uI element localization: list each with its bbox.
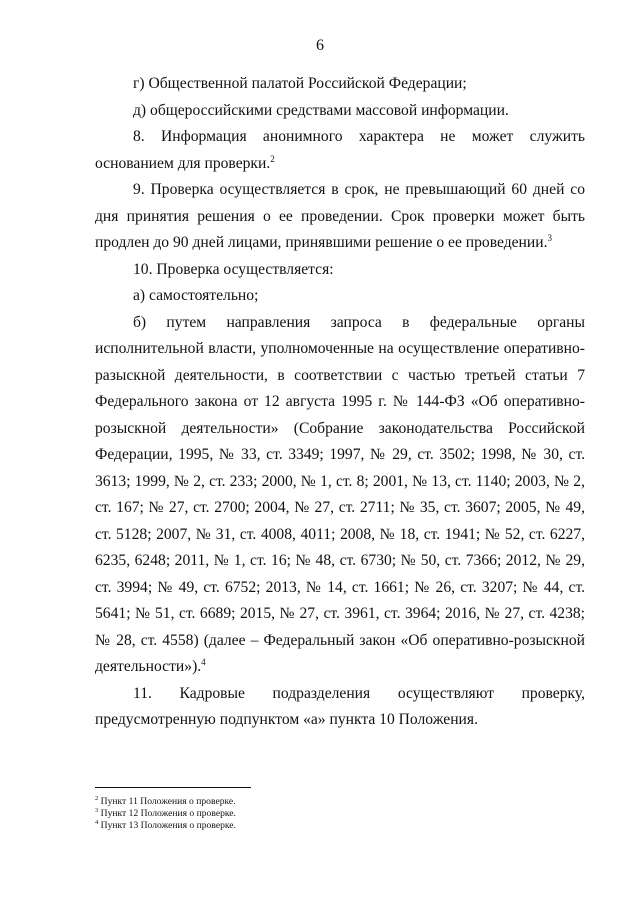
paragraph-10b [95,310,585,681]
footnote-ref-4: 4 [201,656,206,667]
footnotes [95,796,595,832]
footnote-marker: 4 [95,818,99,826]
paragraph-10: 10. Проверка осуществляется: [133,260,334,278]
footnote-ref-3: 3 [547,232,552,243]
footnote-text: Пункт 12 Положения о проверке. [100,808,236,819]
paragraph-9-text: 9. Проверка осуществляется в срок, не превышающий 60 дней со дня принятия решения о ее проведении. Срок проверки может быть продлен до 90 дней лицами, принявшими решение о ее проведении. [95,181,585,251]
footnote-marker: 3 [95,806,99,814]
paragraph-g: г) Общественной палатой Российской Федерации; [133,75,467,92]
paragraph-10b-text: б) путем направления запроса в федеральные органы исполнительной власти, уполномоченные на осуществление оперативно-разыскной деятельности, в соответствии с частью третьей статьи 7 Федерального закона от 12 августа 1995 г. № 144-ФЗ «Об оперативно-розыскной деятельности» (Собрание законодательства Российской Федерации, 1995, № 33, ст. 3349; 1997, № 29, ст. 3502; 1998, № 30, ст. 3613; 1999, № 2, ст. 233; 2000, № 1, ст. 8; 2001, № 13, ст. 1140; 2003, № 2, ст. 167; № 27, ст. 2700; 2004, № 27, ст. 2711; № 35, ст. 3607; 2005, № 49, ст. 5128; 2007, № 31, ст. 4008, 4011; 2008, № 18, ст. 1941; № 52, ст. 6227, 6235, 6248; 2011, № 1, ст. 16; № 48, ст. 6730; № 50, ст. 7366; 2012, № 29, ст. 3994; № 49, ст. 6752; 2013, № 14, ст. 1661; № 26, ст. 3207; № 44, ст. 5641; № 51, ст. 6689; 2015, № 27, ст. 3961, ст. 3964; 2016, № 27, ст. 4238; № 28, ст. 4558) (далее – Федеральный закон «Об оперативно-розыскной деятельности»). [95,313,585,675]
footnote-item [95,808,595,820]
footnote-ref-2: 2 [270,153,275,164]
footnote-item [95,820,595,832]
footnote-marker: 2 [95,794,99,802]
footnote-text: Пункт 11 Положения о проверке. [100,796,236,807]
paragraph-d: д) общероссийскими средствами массовой информации. [133,101,509,119]
paragraph-8 [95,124,585,177]
page-number: 6 [316,37,324,54]
footnote-item [95,796,595,808]
document-body [95,71,585,734]
paragraph-9 [95,177,585,257]
footnote-separator [95,787,251,788]
footnote-text: Пункт 13 Положения о проверке. [100,820,236,831]
paragraph-11: 11. Кадровые подразделения осуществляют проверку, предусмотренную подпунктом «а» пункта 10 Положения. [95,684,585,728]
paragraph-10a: а) самостоятельно; [133,287,259,304]
paragraph-8-text: 8. Информация анонимного характера не может служить основанием для проверки. [95,128,585,172]
